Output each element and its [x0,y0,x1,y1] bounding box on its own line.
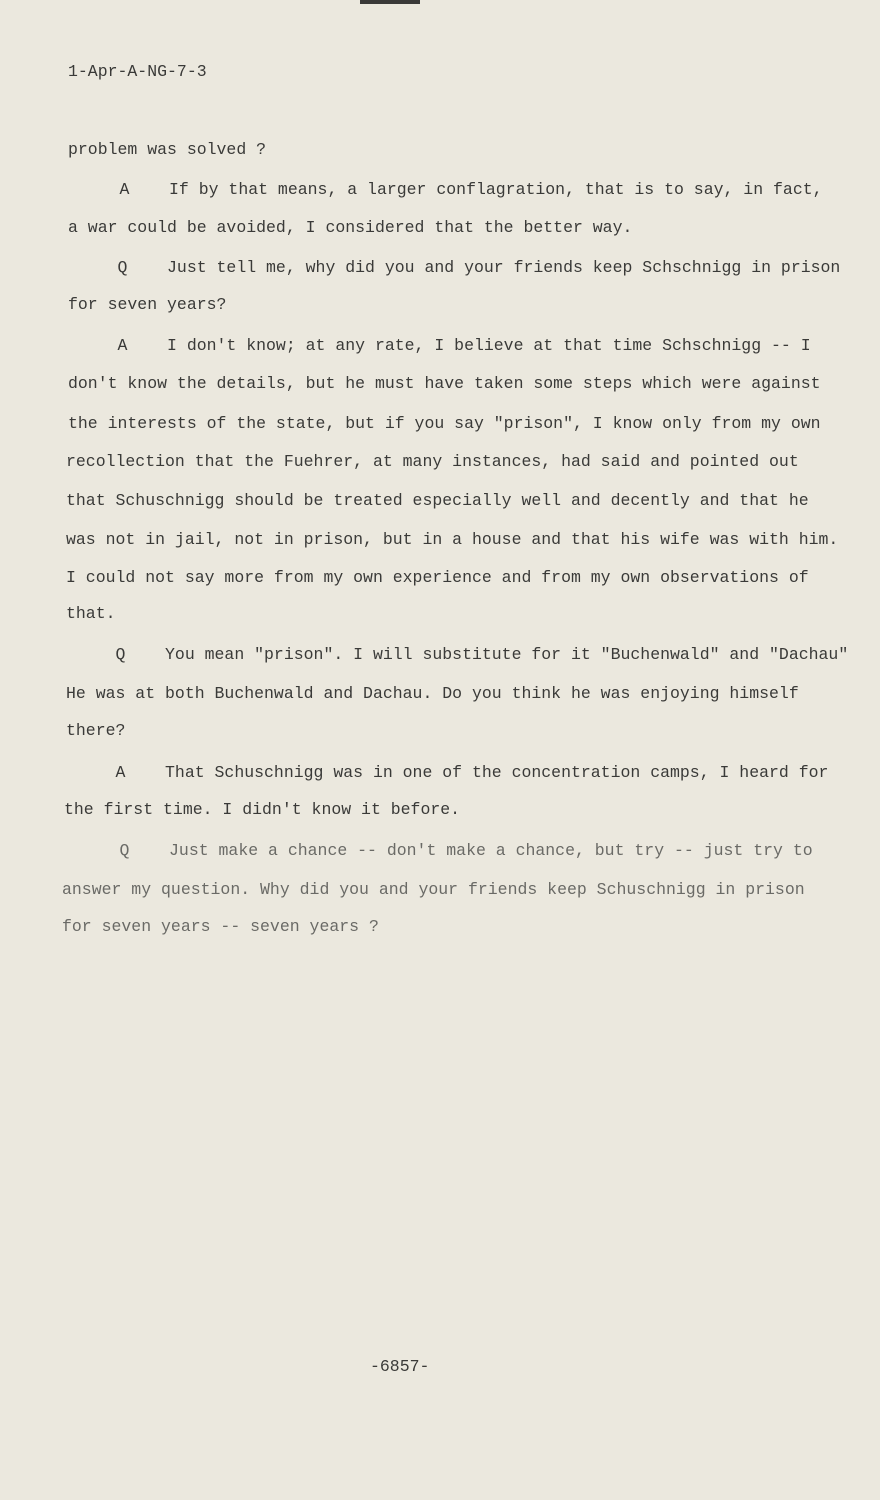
text-line: don't know the details, but he must have taken some steps which were against [68,374,821,393]
text-line: that. [66,604,116,623]
text-line: a war could be avoided, I considered that the better way. [68,218,633,237]
document-id: 1-Apr-A-NG-7-3 [68,62,207,81]
page-number: -6857- [370,1357,430,1376]
text-line: there? [66,721,126,740]
text-line: for seven years? [68,295,227,314]
text-line: I could not say more from my own experience and from my own observations of [66,568,809,587]
text-line: recollection that the Fuehrer, at many instances, had said and pointed out [66,452,799,471]
top-edge-mark [360,0,420,4]
text-line: problem was solved ? [68,140,267,159]
text-line: the first time. I didn't know it before. [64,800,461,819]
text-line: Q You mean "prison". I will substitute for it "Buchenwald" and "Dachau" [66,645,849,664]
text-line: was not in jail, not in prison, but in a house and that his wife was with him. [66,530,839,549]
text-line: Q Just tell me, why did you and your friends keep Schschnigg in prison [68,258,841,277]
text-line: A If by that means, a larger conflagration, that is to say, in fact, [70,180,823,199]
text-line: answer my question. Why did you and your friends keep Schuschnigg in prison [62,880,805,899]
text-line: Q Just make a chance -- don't make a chance, but try -- just try to [70,841,813,860]
text-line: for seven years -- seven years ? [62,917,379,936]
text-line: that Schuschnigg should be treated especially well and decently and that he [66,491,809,510]
text-line: A I don't know; at any rate, I believe at that time Schschnigg -- I [68,336,811,355]
text-line: A That Schuschnigg was in one of the concentration camps, I heard for [66,763,829,782]
text-line: the interests of the state, but if you say "prison", I know only from my own [68,414,821,433]
text-line: He was at both Buchenwald and Dachau. Do you think he was enjoying himself [66,684,799,703]
